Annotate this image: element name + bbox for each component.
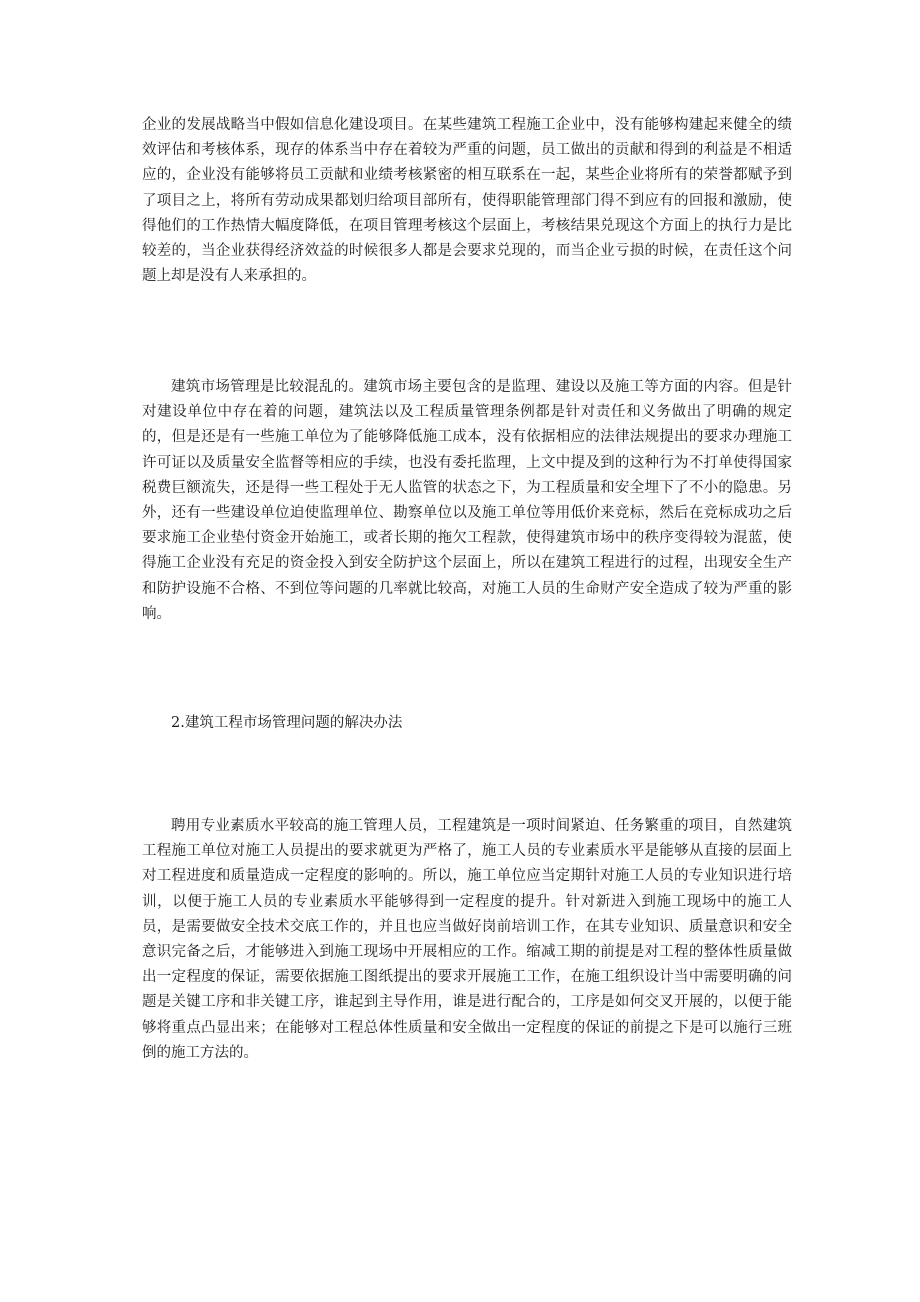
section-heading-solutions: 2.建筑工程市场管理问题的解决办法	[171, 715, 403, 731]
paragraph-hire-professional-staff: 聘用专业素质水平较高的施工管理人员，工程建筑是一项时间紧迫、任务繁重的项目，自然建筑工程施工单位对施工人员提出的要求就更为严格了，施工人员的专业素质水平是能够从直接的层面上对工程进度和质量造成一定程度的影响的。所以，施工单位应当定期针对施工人员的专业知识进行培训，以便于施工人员的专业素质水平能够得到一定程度的提升。针对新进入到施工现场中的施工人员，是需要做安全技术交底工作的，并且也应当做好岗前培训工作，在其专业知识、质量意识和安全意识完备之后，才能够进入到施工现场中开展相应的工作。缩减工期的前提是对工程的整体性质量做出一定程度的保证，需要依据施工图纸提出的要求开展施工工作，在施工组织设计当中需要明确的问题是关键工序和非关键工序，谁起到主导作用，谁是进行配合的，工序是如何交叉开展的，以便于能够将重点凸显出来；在能够对工程总体性质量和安全做出一定程度的保证的前提之下是可以施行三班倒的施工方法的。	[142, 818, 792, 1061]
paragraph-market-management-chaos: 建筑市场管理是比较混乱的。建筑市场主要包含的是监理、建设以及施工等方面的内容。但是针对建设单位中存在着的问题，建筑法以及工程质量管理条例都是针对责任和义务做出了明确的规定的，但是还是有一些施工单位为了能够降低施工成本，没有依据相应的法律法规提出的要求办理施工许可证以及质量安全监督等相应的手续，也没有委托监理，上文中提及到的这种行为不打单使得国家税费巨额流失，还是得一些工程处于无人监管的状态之下，为工程质量和安全埋下了不小的隐患。另外，还有一些建设单位迫使监理单位、勘察单位以及施工单位等用低价来竞标，然后在竞标成功之后要求施工企业垫付资金开始施工，或者长期的拖欠工程款，使得建筑市场中的秩序变得较为混蓝，使得施工企业没有充足的资金投入到安全防护这个层面上，所以在建筑工程进行的过程，出现安全生产和防护设施不合格、不到位等问题的几率就比较高，对施工人员的生命财产安全造成了较为严重的影响。	[142, 379, 792, 622]
paragraph-performance-evaluation: 企业的发展战略当中假如信息化建设项目。在某些建筑工程施工企业中，没有能够构建起来健全的绩效评估和考核体系，现存的体系当中存在着较为严重的问题，员工做出的贡献和得到的利益是不相适应的，企业没有能够将员工贡献和业绩考核紧密的相互联系在一起，某些企业将所有的荣誉都赋予到了项目之上，将所有劳动成果都划归给项目部所有，使得职能管理部门得不到应有的回报和激励，使得他们的工作热情大幅度降低，在项目管理考核这个层面上，考核结果兑现这个方面上的执行力是比较差的，当企业获得经济效益的时候很多人都是会要求兑现的，而当企业亏损的时候，在责任这个问题上却是没有人来承担的。	[142, 117, 792, 285]
